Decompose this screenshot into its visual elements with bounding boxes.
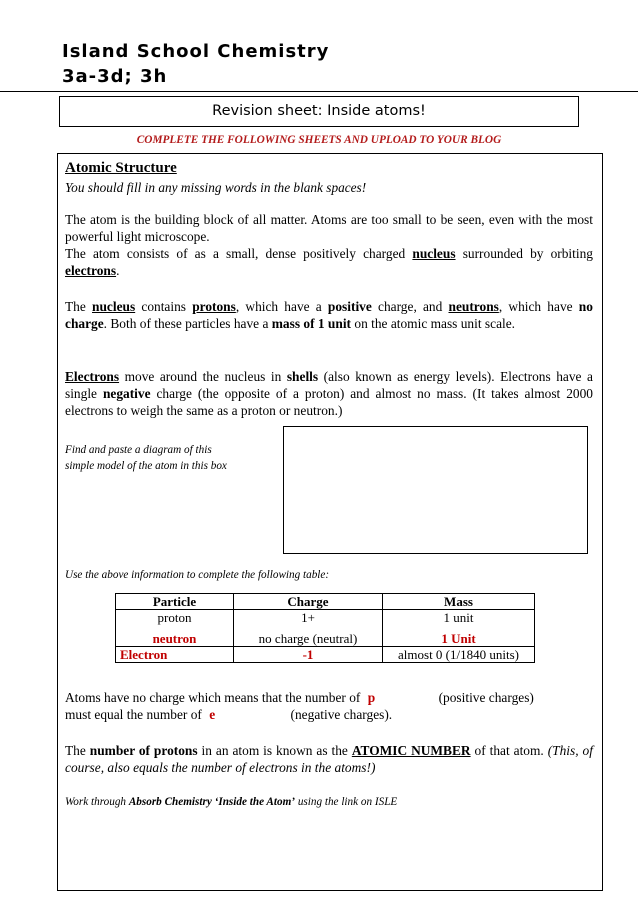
p5-atomic-number: ATOMIC NUMBER [351,743,471,758]
p5-italic: (This, of course, also equals the number of electrons in the atoms!) [65,743,593,775]
cell-mass: almost 0 (1/1840 units) [383,647,535,663]
p4-pre: Atoms have no charge which means that the number of [65,690,361,705]
p5-post: of that atom. [474,743,544,758]
answer-nucleus: nucleus [412,246,456,261]
cell-mass: 1 Unit [383,625,535,647]
p5-pre: The [65,743,86,758]
particle-table [115,593,535,663]
intro-line-b-mid: surrounded by orbiting [462,246,593,261]
diagram-prompt [65,442,227,474]
answer-electrons: electrons [65,263,117,278]
header-particle: Particle [116,594,234,610]
work-resource: Absorb Chemistry ‘Inside the Atom’ [128,796,296,808]
p3-rest1: (also known as energy levels). Electrons have a single [65,369,593,401]
cell-charge: -1 [234,647,383,663]
p2-positive: positive [327,299,372,314]
p4-p-answer: p [367,690,376,705]
class-codes: 3a-3d; 3h [62,66,168,87]
p2-which1: , which have a [235,299,322,314]
p2-charge-and: charge, and [378,299,443,314]
p5-num-protons: number of protons [89,743,198,758]
cell-particle: Electron [116,647,234,663]
cell-particle: neutron [116,625,234,647]
table-header-row [116,594,535,610]
p2-no-charge: no charge [65,299,593,331]
p3-electrons: Electrons [65,369,120,384]
cell-particle: proton [116,610,234,626]
p4-pos: (positive charges) [438,690,534,705]
section-subtitle: You should fill in any missing words in the blank spaces! [65,180,367,195]
p2-which2: , which have [498,299,573,314]
diagram-prompt-line1: Find and paste a diagram of this [65,444,212,456]
paragraph-charges [65,689,593,723]
paragraph-electrons [65,368,593,419]
p2-neutrons: neutrons [448,299,499,314]
work-post: using the link on ISLE [297,796,398,808]
p5-mid: in an atom is known as the [201,743,348,758]
p3-rest2: charge (the opposite of a proton) and almost no mass. (It takes almost 2000 electrons to weigh the same as a proton or neutron.) [65,386,593,418]
diagram-prompt-line2: simple model of the atom in this box [65,460,227,472]
sheet-title: Revision sheet: Inside atoms! [59,96,579,127]
header-rule [0,91,638,92]
p2-both: . Both of these particles have a [103,316,269,331]
header-mass: Mass [383,594,535,610]
intro-line-a: The atom is the building block of all matter. Atoms are too small to be seen, even with the most powerful light microscope. [65,212,593,244]
section-title: Atomic Structure [65,160,177,176]
cell-charge: no charge (neutral) [234,625,383,647]
table-row-proton [116,610,535,626]
intro-line-b: The atom consists of as a small, dense positively charged [65,246,406,261]
table-row-neutron [116,625,535,647]
table-row-electron [116,647,535,663]
work-through-line [65,794,397,810]
p2-nucleus: nucleus [92,299,136,314]
p2-protons: protons [192,299,236,314]
p2-contains: contains [141,299,186,314]
paragraph-nucleus [65,298,593,332]
paragraph-atomic-number [65,742,593,776]
p4-e-answer: e [209,707,216,722]
p3-move: move around the nucleus in [124,369,282,384]
p4-neg: (negative charges). [290,707,393,722]
paragraph-intro [65,211,593,279]
p3-negative: negative [102,386,151,401]
p2-mass: mass of 1 unit [271,316,352,331]
diagram-paste-box[interactable] [283,426,588,554]
p2-end: on the atomic mass unit scale. [354,316,516,331]
school-title: Island School Chemistry [62,41,330,62]
intro-period: . [116,263,120,278]
header-charge: Charge [234,594,383,610]
p3-shells: shells [286,369,319,384]
cell-charge: 1+ [234,610,383,626]
p4-mid: must equal the number of [65,707,202,722]
work-pre: Work through [65,796,127,808]
table-prompt: Use the above information to complete the following table: [65,569,330,581]
instruction-text: COMPLETE THE FOLLOWING SHEETS AND UPLOAD TO YOUR BLOG [136,134,502,146]
cell-mass: 1 unit [383,610,535,626]
p2-pre: The [65,299,86,314]
